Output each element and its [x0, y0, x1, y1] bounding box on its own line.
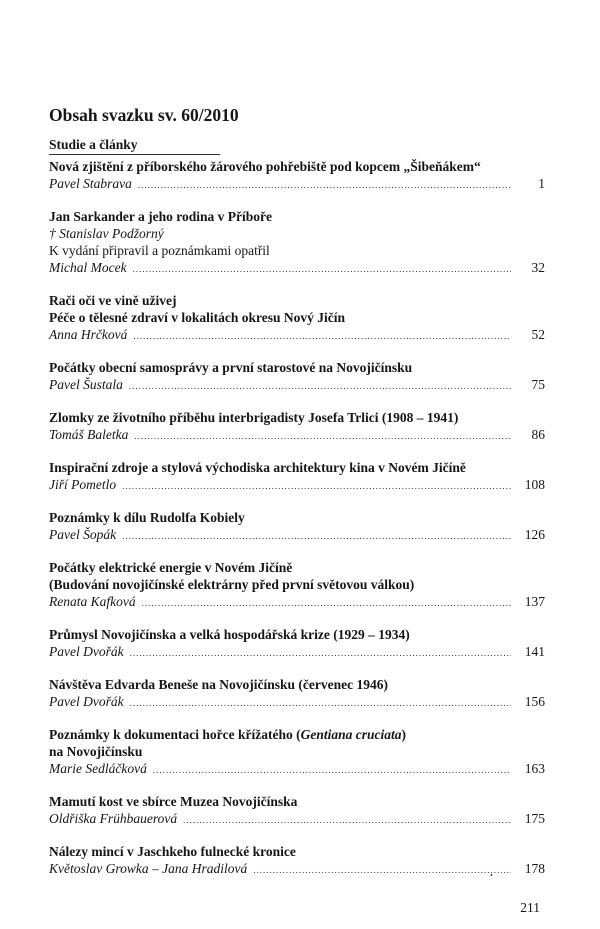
entry-author-row	[49, 526, 545, 545]
entry-author: Pavel Šopák	[49, 527, 117, 542]
dot-leader	[130, 645, 511, 662]
entry-page-number: 52	[531, 327, 545, 342]
entry-author-row	[49, 426, 545, 445]
dot-leader	[138, 177, 511, 194]
entry-title: Rači oči ve vině uživej	[49, 293, 177, 308]
entry-author: Pavel Dvořák	[49, 644, 124, 659]
entry-author-row	[49, 476, 545, 495]
entry-author: Pavel Stabrava	[49, 176, 132, 191]
toc-entry	[49, 292, 545, 345]
entry-author-row	[49, 326, 545, 345]
dot-leader	[134, 428, 511, 445]
dot-leader	[253, 862, 511, 879]
entry-author: Anna Hrčková	[49, 327, 128, 342]
dot-leader	[122, 478, 511, 495]
entry-title: Mamutí kost ve sbírce Muzea Novojičínska	[49, 794, 298, 809]
entry-title: Poznámky k dílu Rudolfa Kobiely	[49, 510, 245, 525]
toc-entry	[49, 409, 545, 445]
entry-title: Průmysl Novojičínska a velká hospodářská krize (1929 – 1934)	[49, 627, 410, 642]
dot-leader	[130, 695, 511, 712]
entry-title: Počátky elektrické energie v Novém Jičíně	[49, 560, 293, 575]
page-title: Obsah svazku sv. 60/2010	[49, 105, 239, 125]
entry-editor-note: K vydání připravil a poznámkami opatřil	[49, 243, 270, 258]
entry-author-row	[49, 593, 545, 612]
toc-entry	[49, 158, 545, 194]
dot-leader	[129, 378, 511, 395]
entry-title-species: Gentiana cruciata	[300, 727, 402, 742]
entry-author-row	[49, 259, 545, 278]
entry-page-number: 1	[538, 176, 545, 191]
toc-entry	[49, 793, 545, 829]
entry-author-row	[49, 810, 545, 829]
toc-entry	[49, 626, 545, 662]
table-of-contents	[49, 158, 545, 893]
entry-author: Jiří Pometlo	[49, 477, 117, 492]
entry-title	[49, 726, 545, 743]
entry-title: Nová zjištění z příborského žárového pohřebiště pod kopcem „Šibeňákem“	[49, 159, 481, 174]
entry-author: Pavel Šustala	[49, 377, 123, 392]
toc-entry	[49, 208, 545, 278]
toc-entry	[49, 509, 545, 545]
entry-page-number: 141	[524, 644, 545, 659]
entry-author-row	[49, 693, 545, 712]
entry-page-number: 178	[524, 861, 545, 876]
toc-entry	[49, 843, 545, 879]
entry-title: (Budování novojičínské elektrárny před první světovou válkou)	[49, 577, 415, 592]
entry-author-row	[49, 376, 545, 395]
toc-entry	[49, 559, 545, 612]
toc-entry	[49, 726, 545, 779]
entry-title: Nálezy mincí v Jaschkeho fulnecké kronice	[49, 844, 296, 859]
dot-leader	[122, 528, 511, 545]
entry-author-row	[49, 860, 545, 879]
entry-title-part: )	[401, 727, 406, 742]
entry-title: Zlomky ze životního příběhu interbrigadisty Josefa Trlici (1908 – 1941)	[49, 410, 459, 425]
entry-author-row	[49, 760, 545, 779]
entry-author: Michal Mocek	[49, 260, 127, 275]
entry-author: Renata Kafková	[49, 594, 136, 609]
entry-author-row	[49, 643, 545, 662]
entry-page-number: 175	[524, 811, 545, 826]
entry-author: Oldřiška Frühbauerová	[49, 811, 178, 826]
entry-title: Návštěva Edvarda Beneše na Novojičínsku (červenec 1946)	[49, 677, 388, 692]
dot-leader	[142, 595, 511, 612]
toc-entry	[49, 459, 545, 495]
entry-page-number: 86	[531, 427, 545, 442]
entry-title: Počátky obecní samosprávy a první starostové na Novojičínsku	[49, 360, 413, 375]
entry-title: Péče o tělesné zdraví v lokalitách okresu Nový Jičín	[49, 310, 345, 325]
toc-entry	[49, 359, 545, 395]
scan-speck: •	[490, 871, 493, 880]
dot-leader	[153, 762, 511, 779]
entry-author: Květoslav Growka – Jana Hradilová	[49, 861, 248, 876]
entry-page-number: 163	[524, 761, 545, 776]
entry-title: na Novojičínsku	[49, 744, 143, 759]
entry-author: Pavel Dvořák	[49, 694, 124, 709]
entry-title: Jan Sarkander a jeho rodina v Příboře	[49, 209, 273, 224]
entry-author-row	[49, 175, 545, 194]
entry-page-number: 32	[531, 260, 545, 275]
dot-leader	[133, 261, 511, 278]
toc-entry	[49, 676, 545, 712]
entry-page-number: 75	[531, 377, 545, 392]
page-number: 211	[520, 900, 540, 915]
entry-page-number: 156	[524, 694, 545, 709]
dot-leader	[183, 812, 511, 829]
section-heading: Studie a články	[49, 137, 220, 155]
entry-page-number: 108	[524, 477, 545, 492]
entry-original-author: † Stanislav Podžorný	[49, 226, 164, 241]
entry-title-part: Poznámky k dokumentaci hořce křížatého (	[49, 727, 301, 742]
entry-author: Marie Sedláčková	[49, 761, 147, 776]
entry-title: Inspirační zdroje a stylová východiska architektury kina v Novém Jičíně	[49, 460, 466, 475]
entry-page-number: 126	[524, 527, 545, 542]
entry-page-number: 137	[524, 594, 545, 609]
dot-leader	[133, 328, 511, 345]
entry-author: Tomáš Baletka	[49, 427, 129, 442]
